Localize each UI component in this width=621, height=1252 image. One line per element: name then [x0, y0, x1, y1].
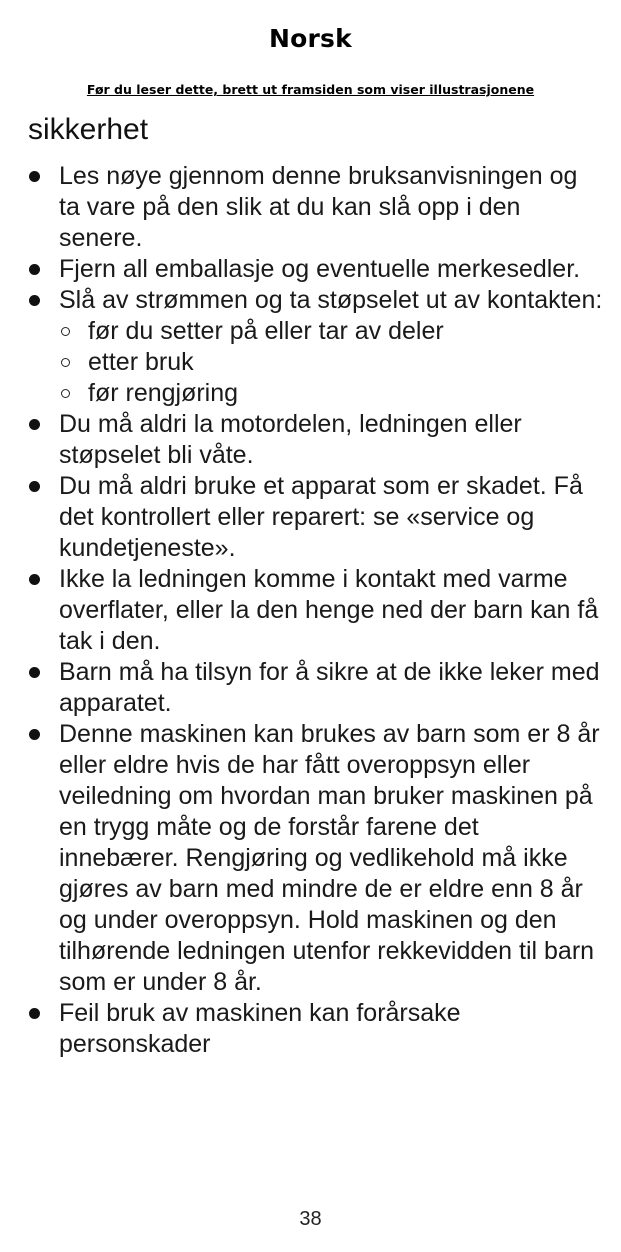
safety-content — [28, 161, 603, 1060]
list-item-text: Les nøye gjennom denne bruksanvisningen og ta vare på den slik at du kan slå opp i den senere. — [59, 162, 578, 252]
sub-list-item — [59, 378, 603, 409]
bullet-dot-icon — [29, 667, 40, 678]
page-subtitle: Før du leser dette, brett ut framsiden som viser illustrasjonene — [86, 82, 535, 97]
bullet-dot-icon — [29, 264, 40, 275]
list-item — [28, 657, 603, 719]
sub-list-item — [59, 347, 603, 378]
bullet-dot-icon — [29, 574, 40, 585]
bullet-dot-icon — [29, 295, 40, 306]
section-heading: sikkerhet — [28, 113, 149, 146]
list-item-text: Feil bruk av maskinen kan forårsake personskader — [59, 999, 461, 1058]
list-item — [28, 254, 603, 285]
list-item — [28, 409, 603, 471]
list-item — [28, 471, 603, 564]
sub-list-item-text: før du setter på eller tar av deler — [88, 317, 444, 345]
list-item-text: Denne maskinen kan brukes av barn som er 8 år eller eldre hvis de har fått overoppsyn eller veiledning om hvordan man bruker maskinen på en trygg måte og de forstår farene det innebærer. Rengjøring og vedlikehold må ikke gjøres av barn med mindre de er eldre enn 8 år og under overoppsyn. Hold maskinen og den tilhørende ledningen utenfor rekkevidden til barn som er under 8 år. — [59, 720, 600, 996]
circle-bullet-icon — [61, 389, 70, 398]
page-title: Norsk — [269, 24, 352, 53]
sub-bullet-list — [59, 316, 603, 409]
list-item — [28, 719, 603, 998]
list-item-text: Ikke la ledningen komme i kontakt med varme overflater, eller la den henge ned der barn kan få tak i den. — [59, 565, 599, 655]
list-item — [28, 564, 603, 657]
list-item — [28, 998, 603, 1060]
bullet-dot-icon — [29, 171, 40, 182]
list-item-text: Barn må ha tilsyn for å sikre at de ikke leker med apparatet. — [59, 658, 600, 717]
list-item-text: Du må aldri bruke et apparat som er skadet. Få det kontrollert eller reparert: se «service og kundetjeneste». — [59, 472, 583, 562]
sub-list-item-text: etter bruk — [88, 348, 194, 376]
sub-list-item-text: før rengjøring — [88, 379, 239, 407]
sub-list-item — [59, 316, 603, 347]
safety-bullet-list — [28, 161, 603, 1060]
list-item-text: Du må aldri la motordelen, ledningen eller støpselet bli våte. — [59, 410, 522, 469]
list-item-text: Slå av strømmen og ta støpselet ut av kontakten: — [59, 286, 603, 314]
bullet-dot-icon — [29, 1008, 40, 1019]
list-item — [28, 285, 603, 409]
page-number: 38 — [299, 1208, 322, 1230]
list-item-text: Fjern all emballasje og eventuelle merkesedler. — [59, 255, 581, 283]
circle-bullet-icon — [61, 327, 70, 336]
bullet-dot-icon — [29, 419, 40, 430]
circle-bullet-icon — [61, 358, 70, 367]
bullet-dot-icon — [29, 481, 40, 492]
list-item — [28, 161, 603, 254]
bullet-dot-icon — [29, 729, 40, 740]
